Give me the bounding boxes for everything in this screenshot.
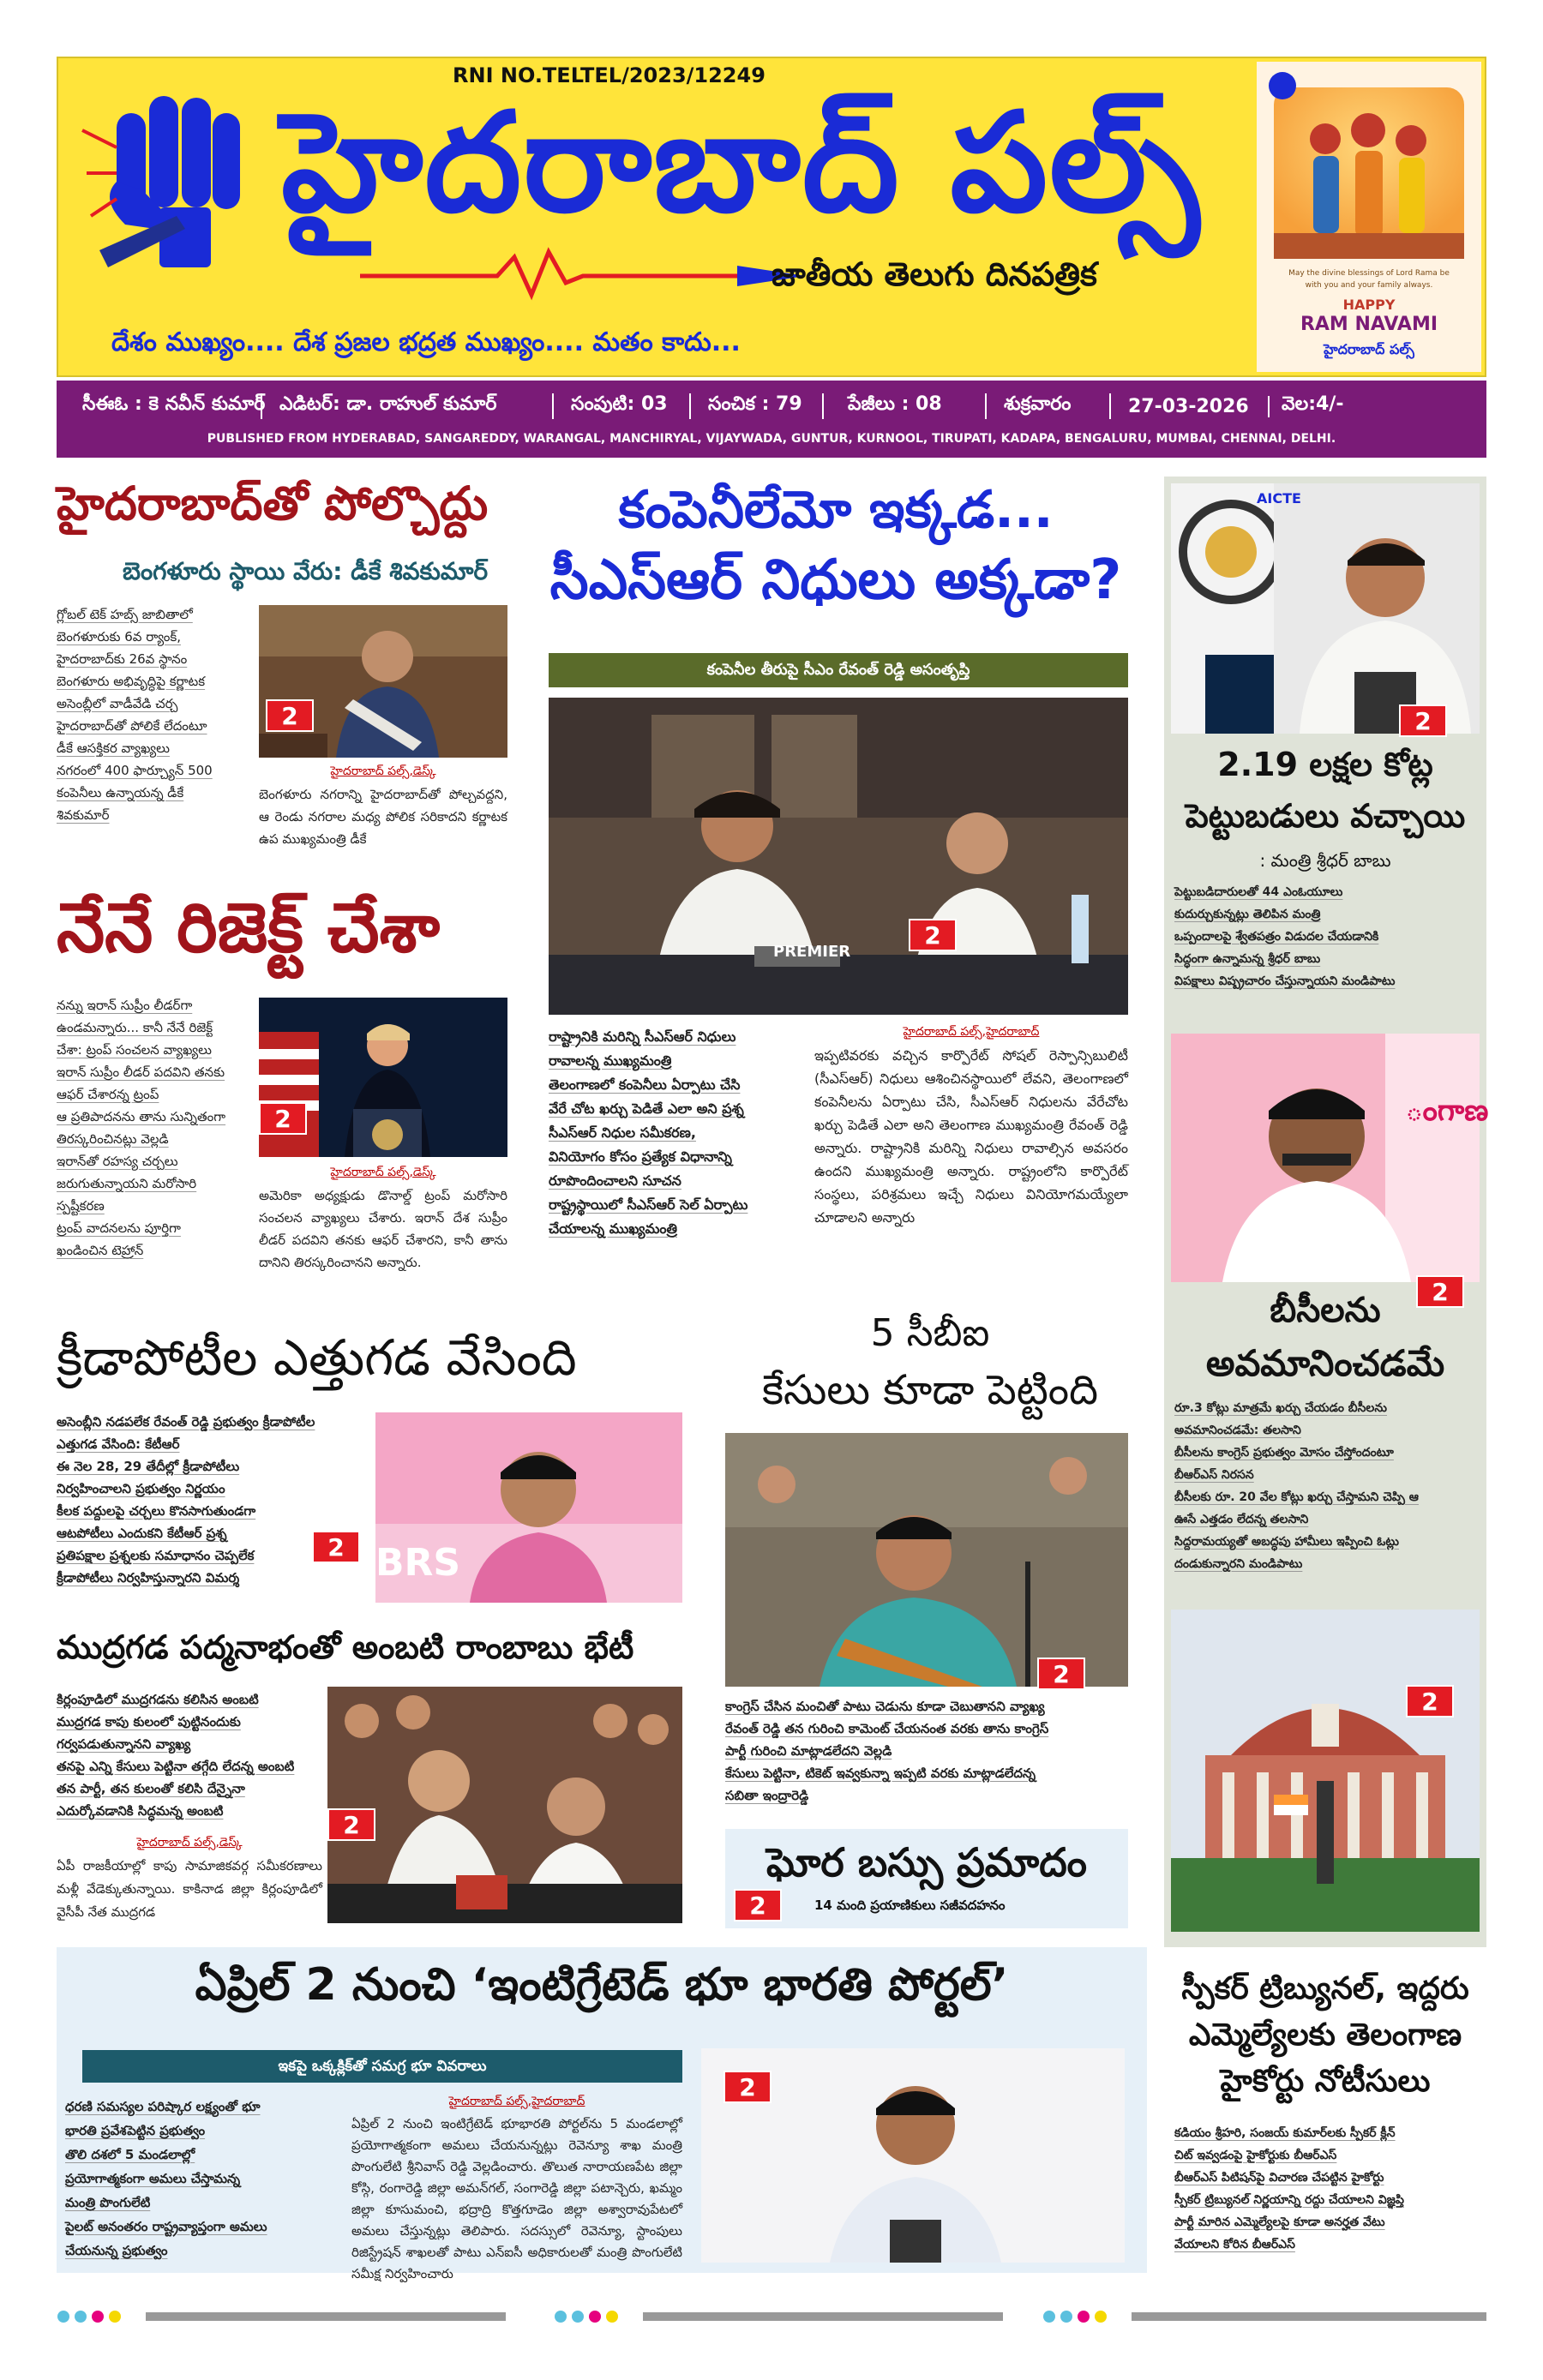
portal-body: ఏప్రిల్ 2 నుంచి ఇంటిగ్రేటెడ్ భూభారతి పోర్టల్‌ను 5 మండలాల్లో ప్రయోగాత్మకంగా అమలు చేయనున్నట్లు రెవెన్యూ శాఖ మంత్రి పొంగులేటి శ్రీనివాస్ రెడ్డి వెల్లడించారు. తొలుత నారాయణపేట జిల్లా కోస్గి, రంగారెడ్డి జిల్లా అమన్‌గల్, సంగారెడ్డి జిల్లా పటాన్చెరు, ఖమ్మం జిల్లా కూసుమంచి, భద్రాద్రి కొత్తగూడెం జిల్లా అశ్వారావుపేటలో అమలు చేస్తున్నట్లు తెలిపారు. సదస్సులో రెవెన్యూ, స్టాంపులు రిజిస్ట్రేషన్ శాఖలతో పాటు ఎన్ఐసీ అధికారులతో మంత్రి పొంగులేటి సమీక్ష నిర్వహించారు <box>351 2116 682 2281</box>
ram-navami-ad <box>1257 62 1481 372</box>
reject-headline: నేనే రిజెక్ట్ చేశా <box>57 888 441 968</box>
dk-shivakumar-photo <box>259 605 507 758</box>
cbi-headline-1: 5 సీబీఐ <box>870 1311 990 1355</box>
invest-headline-2: పెట్టుబడులు వచ్చాయి <box>1185 797 1466 835</box>
reject-credit: హైదరాబాద్ పల్స్,డెస్క్ <box>330 1166 436 1179</box>
bc-headline-2: అవమానించడమే <box>1205 1342 1445 1384</box>
speaker-bullets: కడియం శ్రీహరి, సంజయ్ కుమార్‌లకు స్పీకర్ క్లీన్ చిట్ ఇవ్వడంపై హైకోర్టుకు బీఆర్ఎస్ బీఆర్ఎస్ పిటిషన్‌పై విచారణ చేపట్టిన హైకోర్టు స్పీకర్ ట్రిబ్యునల్ నిర్ణయాన్ని రద్దు చేయాలని విజ్ఞప్తి పార్టీ మారిన ఎమ్మెల్యేలపై కూడా అనర్హత వేటు వేయాలని కోరిన బీఆర్ఎస్ <box>1174 2126 1404 2251</box>
page-badge: 2 <box>266 699 314 732</box>
mudragada-bullets: కిర్లంపూడిలో ముద్రగడను కలిసిన అంబటి ముద్రగడ కాపు కులంలో పుట్టినందుకు గర్వపడుతున్నానని వ్యాఖ్య తనపై ఎన్ని కేసులు పెట్టినా తగ్గేది లేదన్న అంబటి తన పార్టీ, తన కులంతో కలిసి దేన్నైనా ఎదుర్కోవడానికి సిద్ధమన్న అంబటి <box>57 1692 295 1819</box>
sports-headline: క్రీడాపోటీల ఎత్తుగడ వేసింది <box>57 1328 577 1387</box>
hyd-headline: హైదరాబాద్‌తో పోల్చొద్దు <box>57 477 489 531</box>
info-bar-items <box>57 387 1486 425</box>
reject-bullets: నన్ను ఇరాన్ సుప్రీం లీడర్‌గా ఉండమన్నారు... కానీ నేనే రిజెక్ట్ చేశా: ట్రంప్ సంచలన వ్యాఖ్యలు ఇరాన్ సుప్రీం లీడర్ పదవిని తనకు ఆఫర్ చేశారన్న ట్రంప్ ఆ ప్రతిపాదనను తాను సున్నితంగా తిరస్కరించినట్లు వెల్లడి ఇరాన్‌తో రహస్య చర్చలు జరుగుతున్నాయని మరోసారి స్పష్టీకరణ ట్రంప్ వాదనలను పూర్తిగా ఖండించిన టెహ్రాన్ <box>57 998 226 1258</box>
page-badge: 2 <box>312 1531 360 1563</box>
hyd-subheadline: బెంగళూరు స్థాయి వేరు: డీకే శివకుమార్ <box>122 557 489 585</box>
reject-body: అమెరికా అధ్యక్షుడు డొనాల్డ్ ట్రంప్ మరోసారి సంచలన వ్యాఖ్యలు చేశారు. ఇరాన్ దేశ సుప్రీం లీడర్ పదవిని తనకు ఆఫర్ చేశారని, కానీ తాను దానిని తిరస్కరించానని అన్నారు. <box>259 1188 507 1270</box>
csr-headline-2: సీఎస్ఆర్ నిధులు అక్కడా? <box>549 549 1122 612</box>
price-label: వెల:4/- <box>1282 393 1344 415</box>
csr-subbar: కంపెనీల తీరుపై సీఎం రేవంత్ రెడ్డి అసంతృప్తి <box>549 653 1128 687</box>
cbi-bullets: కాంగ్రెస్ చేసిన మంచితో పాటు చెడును కూడా చెబుతానని వ్యాఖ్య రేవంత్ రెడ్డి తన గురించి కామెంట్ చేయనంత వరకు తాను కాంగ్రెస్ పార్టీ గురించి మాట్లాడలేదని వెల్లడి కేసులు పెట్టినా, టికెట్ ఇవ్వకున్నా ఇప్పటి వరకు మాట్లాడలేదన్న సబితా ఇంద్రారెడ్డి <box>725 1699 1049 1803</box>
portal-credit: హైదరాబాద్ పల్స్,హైదరాబాద్ <box>448 2095 585 2108</box>
trump-photo <box>259 998 507 1157</box>
page-badge: 2 <box>327 1808 375 1841</box>
page-badge: 2 <box>1416 1275 1464 1308</box>
ponguleti-photo <box>701 2048 1125 2263</box>
editor-label: ఎడిటర్: డా. రాహుల్ కుమార్ <box>262 393 554 419</box>
volume-label: సంపుటి: 03 <box>554 393 691 419</box>
page-badge: 2 <box>734 1889 782 1921</box>
page-badge: 2 <box>723 2071 772 2103</box>
footer-strip <box>57 2304 1486 2329</box>
page-badge: 2 <box>1406 1685 1454 1718</box>
heartbeat-line <box>360 249 814 300</box>
csr-body: ఇప్పటివరకు వచ్చిన కార్పొరేట్ సోషల్ రెస్పాన్సిబులిటీ (సీఎస్ఆర్) నిధులు ఆశించినస్థాయిలో లేవని, తెలంగాణలో కంపెనీలను ఏర్పాటు చేసి, సీఎస్ఆర్ నిధులను వేరేచోట ఖర్చు పెడితే ఎలా అని తెలంగాణ ముఖ్యమంత్రి రేవంత్ రెడ్డి అన్నారు. రాష్ట్రానికి మరిన్ని నిధులు రావాల్సిన అవసరం ఉందని ముఖ్యమంత్రి అన్నారు. రాష్ట్రంలోని కార్పొరేట్ సంస్థలు, పరిశ్రమలు ఇచ్చే నిధులు వినియోగమయ్యేలా చూడాలని అన్నారు <box>814 1047 1128 1226</box>
invest-subheadline: : మంత్రి శ్రీధర్ బాబు <box>1259 850 1391 871</box>
ad-blessing-line2: with you and your family always. <box>1305 281 1433 290</box>
portal-headline: ఏప్రిల్ 2 నుంచి ‘ఇంటిగ్రేటెడ్ భూ భారతి పోర్టల్’ <box>195 1959 1009 2011</box>
ad-logo: హైదరాబాద్ పల్స్ <box>1324 341 1414 357</box>
hyd-bullets: గ్లోబల్ టెక్ హబ్స్ జాబితాలో బెంగళూరుకు 6వ ర్యాంక్, హైదరాబాద్‌కు 26వ స్థానం బెంగళూరు అభివృద్ధిపై కర్ణాటక అసెంబ్లీలో వాడీవేడి చర్చ హైదరాబాద్‌తో పోలికే లేదంటూ డీకే ఆసక్తికర వ్యాఖ్యలు నగరంలో 400 ఫార్చ్యూన్ 500 కంపెనీలు ఉన్నాయన్న డీకే శివకుమార్ <box>57 607 213 823</box>
pages-label: పేజీలు : 08 <box>824 393 987 419</box>
speaker-headline-3: హైకోర్టు నోటీసులు <box>1220 2064 1431 2099</box>
cbi-headline-2: కేసులు కూడా పెట్టింది <box>761 1366 1098 1414</box>
slogan: దేశం ముఖ్యం.... దేశ ప్రజల భద్రత ముఖ్యం.... మతం కాదు... <box>111 327 741 357</box>
premier-nameplate: PREMIER <box>773 943 851 961</box>
csr-bullets: రాష్ట్రానికి మరిన్ని సీఎస్ఆర్ నిధులు రావాలన్న ముఖ్యమంత్రి తెలంగాణలో కంపెనీలు ఏర్పాటు చేసి వేరే చోట ఖర్చు పెడితే ఎలా అని ప్రశ్న సీఎస్ఆర్ నిధుల సమీకరణ, వినియోగం కోసం ప్రత్యేక విధానాన్ని రూపొందించాలని సూచన రాష్ట్రస్థాయిలో సీఎస్ఆర్ సెల్ ఏర్పాటు చేయాలన్న ముఖ్యమంత్రి <box>549 1028 748 1237</box>
bus-subheadline: 14 మంది ప్రయాణికులు సజీవదహనం <box>814 1897 1006 1913</box>
portal-subbar: ఇకపై ఒక్కక్లిక్‌తో సమగ్ర భూ వివరాలు <box>82 2050 682 2083</box>
published-from: PUBLISHED FROM HYDERABAD, SANGAREDDY, WARANGAL, MANCHIRYAL, VIJAYWADA, GUNTUR, KURNOOL, TIRUPATI, KADAPA, BENGALURU, MUMBAI, CHENNAI, DELHI. <box>207 432 1336 446</box>
revanth-reddy-photo <box>549 698 1128 1015</box>
page-badge: 2 <box>909 919 957 951</box>
page-badge: 2 <box>259 1102 307 1135</box>
date-label: 27-03-2026 <box>1111 396 1270 417</box>
rni-number: RNI NO.TELTEL/2023/12249 <box>453 63 765 87</box>
speaker-headline-2: ఎమ్మెల్యేలకు తెలంగాణ <box>1188 2017 1462 2053</box>
ad-ram-navami: RAM NAVAMI <box>1300 314 1438 335</box>
mudragada-photo <box>327 1687 682 1923</box>
sports-bullets: అసెంబ్లీని నడపలేక రేవంత్ రెడ్డి ప్రభుత్వం క్రీడాపోటీల ఎత్తుగడ వేసింది: కేటీఆర్ ఈ నెల 28, 29 తేదీల్లో క్రీడాపోటీలు నిర్వహించాలని ప్రభుత్వం నిర్ణయం కీలక పద్దులపై చర్చలు కొనసాగుతుండగా ఆటపోటీలు ఎందుకని కేటీఆర్ ప్రశ్న ప్రతిపక్షాల ప్రశ్నలకు సమాధానం చెప్పలేక క్రీడాపోటీలు నిర్వహిస్తున్నారని విమర్శ <box>57 1414 315 1586</box>
aicte-logo-text: AICTE <box>1257 490 1301 507</box>
page-badge: 2 <box>1399 704 1447 737</box>
invest-headline-1: 2.19 లక్షల కోట్ల <box>1217 746 1433 783</box>
day-label: శుక్రవారం <box>987 393 1111 419</box>
invest-bullets: పెట్టుబడిదారులతో 44 ఎంఓయూలు కుదుర్చుకున్నట్లు తెలిపిన మంత్రి ఒప్పందాలపై శ్వేతపత్రం విడుదల చేయడానికి సిద్ధంగా ఉన్నామన్న శ్రీధర్ బాబు విపక్షాలు విష్ప్రచారం చేస్తున్నాయని మండిపాటు <box>1174 885 1396 988</box>
paper-title: హైదరాబాద్ పల్స్ <box>281 82 1202 243</box>
csr-headline-1: కంపెనీలేమో ఇక్కడ... <box>618 480 1054 540</box>
ad-happy: HAPPY <box>1342 297 1396 313</box>
brs-banner-text: BRS <box>375 1541 461 1585</box>
mudragada-body: ఏపీ రాజకీయాల్లో కాపు సామాజికవర్గ సమీకరణాలు మళ్లీ వేడెక్కుతున్నాయి. కాకినాడ జిల్లా కిర్లంపూడిలో వైసీపీ నేత ముద్రగడ <box>57 1858 322 1920</box>
sridhar-babu-photo <box>1171 483 1480 734</box>
supreme-court-photo <box>1171 1610 1480 1932</box>
ceo-label: సీఈఓ : కె నవీన్ కుమార్ <box>57 393 262 419</box>
page-badge: 2 <box>1037 1658 1085 1690</box>
hyd-body: బెంగళూరు నగరాన్ని హైదరాబాద్‌తో పోల్చవద్దని, ఆ రెండు నగరాల మధ్య పోలిక సరికాదని కర్ణాటక ఉప ముఖ్యమంత్రి డీకే <box>259 787 507 847</box>
mudragada-headline: ముద్రగడ పద్మనాభంతో అంబటి రాంబాబు భేటీ <box>57 1628 634 1666</box>
bc-headline-1: బీసీలను <box>1270 1291 1381 1330</box>
issue-label: సంచిక : 79 <box>691 393 824 419</box>
csr-credit: హైదరాబాద్ పల్స్,హైదరాబాద్ <box>903 1025 1040 1039</box>
ktr-photo <box>375 1412 682 1603</box>
bus-headline: ఘోర బస్సు ప్రమాదం <box>765 1839 1088 1885</box>
hyd-credit: హైదరాబాద్ పల్స్,డెస్క్ <box>330 764 436 778</box>
speaker-headline-1: స్పీకర్ ట్రిబ్యునల్, ఇద్దరు <box>1181 1971 1469 2006</box>
paper-subtitle: జాతీయ తెలుగు దినపత్రిక <box>772 255 1097 293</box>
talasani-photo <box>1171 1034 1489 1282</box>
ad-blessing-line1: May the divine blessings of Lord Rama be <box>1288 269 1450 278</box>
backdrop-text: ంగాణ <box>1406 1094 1489 1128</box>
bc-bullets: రూ.3 కోట్లు మాత్రమే ఖర్చు చేయడం బీసీలను అవమానించడమే: తలసాని బీసీలను కాంగ్రెస్ ప్రభుత్వం మోసం చేస్తోందంటూ బీఆర్ఎస్ నిరసన బీసీలకు రూ. 20 వేల కోట్లు ఖర్చు చేస్తామని చెప్పి ఆ ఊసే ఎత్తడం లేదన్న తలసాని సిద్దరామయ్యతో అబద్ధపు హామీలు ఇప్పించి ఓట్లు దండుకున్నారని మండిపాటు <box>1174 1401 1419 1571</box>
portal-bullets: ధరణి సమస్యల పరిష్కార లక్ష్యంతో భూ భారతి ప్రవేశపెట్టిన ప్రభుత్వం తొలి దశలో 5 మండలాల్లో ప్రయోగాత్మకంగా అమలు చేస్తామన్న మంత్రి పొంగులేటి పైలట్ అనంతరం రాష్ట్రవ్యాప్తంగా అమలు చేయనున్న ప్రభుత్వం <box>65 2099 267 2258</box>
fist-pen-logo <box>82 79 262 285</box>
mudragada-credit: హైదరాబాద్ పల్స్,డెస్క్ <box>136 1836 243 1849</box>
sabitha-photo <box>725 1433 1128 1687</box>
